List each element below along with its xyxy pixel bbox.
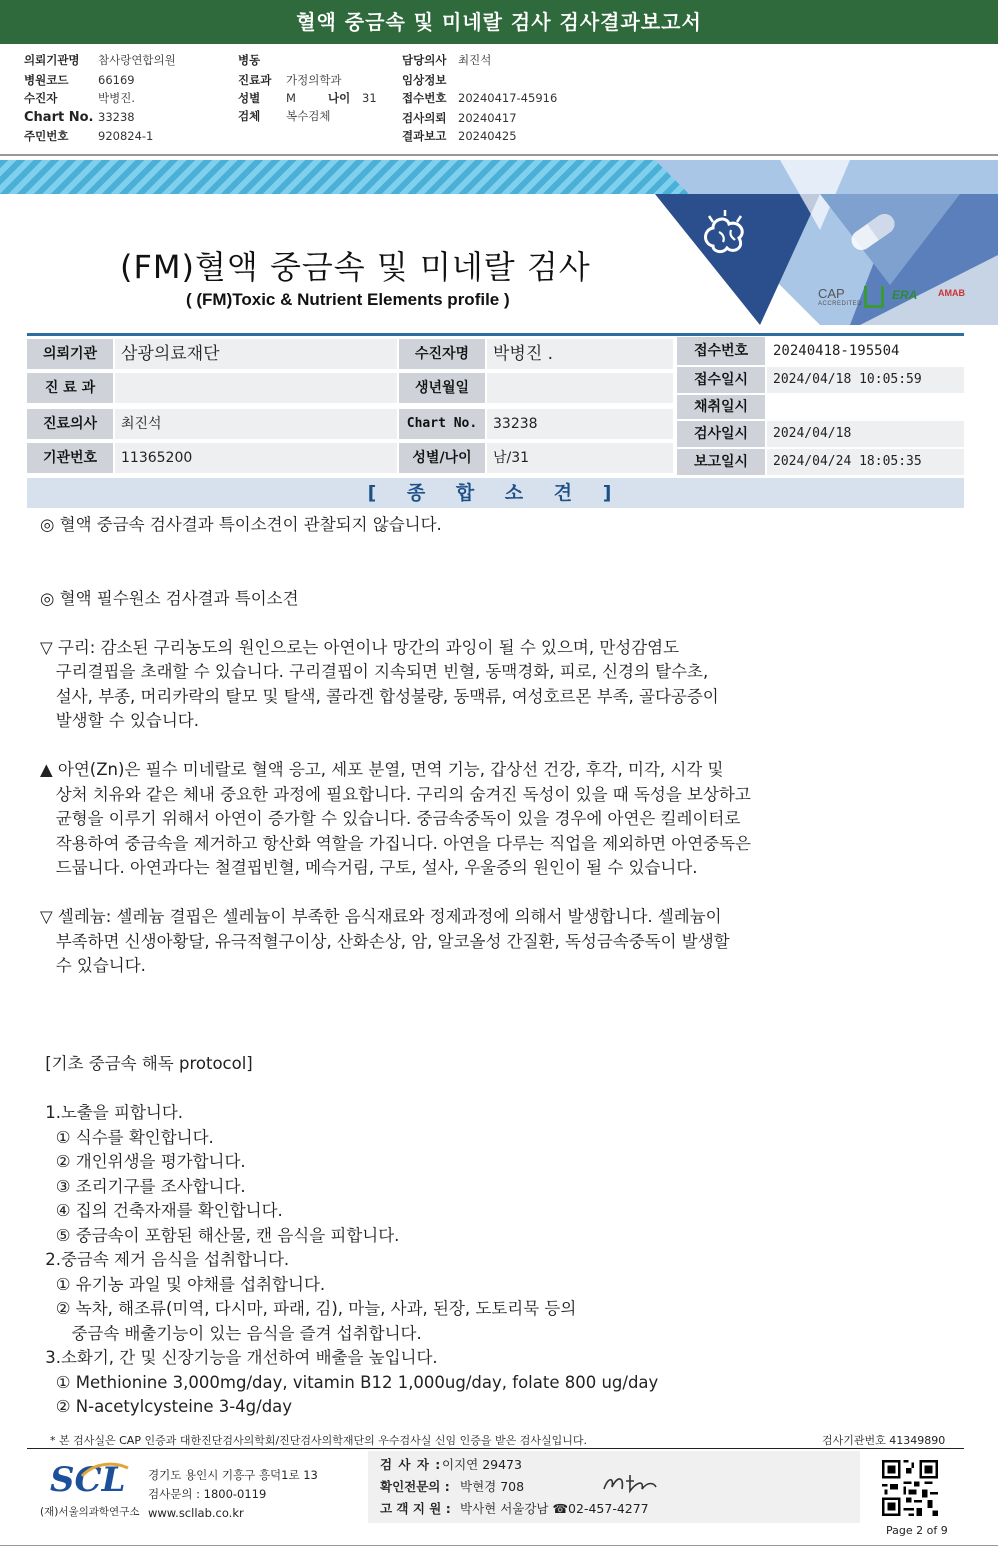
info-receipt: 접수번호 20240417-45916 bbox=[402, 91, 558, 105]
summary-line: ▽ 셀레늄: 셀레늄 결핍은 셀레늄이 부족한 음식재료와 정제과정에 의해서 발생합니다. 셀레늄이 bbox=[40, 907, 722, 926]
label-doctor: 진료의사 bbox=[27, 409, 113, 439]
label-patient: 수진자명 bbox=[399, 339, 485, 369]
value-receipt-no: 20240418-195504 bbox=[767, 337, 964, 365]
info-specimen: 검체 복수검체 bbox=[238, 109, 331, 123]
summary-line: 2.중금속 제거 음식을 섭취합니다. bbox=[40, 1250, 290, 1269]
label-receipt-dt: 접수일시 bbox=[677, 367, 765, 393]
summary-line: 수 있습니다. bbox=[40, 956, 146, 975]
value-collect bbox=[767, 395, 964, 419]
summary-line bbox=[40, 1077, 940, 1102]
report-info-block bbox=[0, 44, 998, 156]
doctor-signature bbox=[600, 1471, 660, 1497]
summary-line: ◎ 혈액 중금속 검사결과 특이소견이 관찰되지 않습니다. bbox=[40, 515, 442, 534]
summary-line bbox=[40, 611, 940, 636]
info-request: 검사의뢰 20240417 bbox=[402, 111, 517, 125]
summary-line bbox=[40, 734, 940, 759]
summary-line: 상처 치유와 같은 체내 중요한 과정에 필요합니다. 구리의 숨겨진 독성이 있을 때 독성을 보상하고 bbox=[40, 784, 751, 804]
support-row: 고 객 지 원 : 박사현 서울강남 ☎02-457-4277 bbox=[380, 1501, 649, 1516]
label-report-dt: 보고일시 bbox=[677, 449, 765, 475]
summary-line bbox=[40, 979, 940, 1004]
info-doctor: 담당의사 최진석 bbox=[402, 53, 492, 67]
summary-line: 구리결핍을 초래할 수 있습니다. 구리결핍이 지속되면 빈혈, 동맥경화, 피로, 신경의 탈수초, bbox=[40, 662, 709, 681]
info-patient: 수진자 박병진. bbox=[24, 91, 135, 105]
info-chart: Chart No. 33238 bbox=[24, 110, 135, 125]
qr-code-icon bbox=[882, 1460, 938, 1516]
lab-address: 경기도 용인시 기흥구 흥덕1로 13 bbox=[148, 1468, 318, 1482]
info-age: 나이 31 bbox=[328, 91, 377, 105]
info-resident: 주민번호 920824-1 bbox=[24, 129, 154, 143]
value-report-dt: 2024/04/24 18:05:35 bbox=[767, 449, 964, 475]
value-test-dt: 2024/04/18 bbox=[767, 421, 964, 447]
value-chart: 33238 bbox=[487, 409, 673, 439]
label-test-dt: 검사일시 bbox=[677, 421, 765, 447]
signature-box bbox=[368, 1451, 860, 1523]
value-dept bbox=[115, 373, 397, 403]
label-birth: 생년월일 bbox=[399, 373, 485, 403]
label-collect: 채취일시 bbox=[677, 395, 765, 419]
summary-line: ② N-acetylcysteine 3-4g/day bbox=[40, 1397, 293, 1416]
brain-icon bbox=[695, 208, 755, 268]
tester-row: 검 사 자 :이지연 29473 bbox=[380, 1457, 522, 1472]
value-receipt-dt: 2024/04/18 10:05:59 bbox=[767, 367, 964, 393]
summary-line bbox=[40, 1003, 940, 1028]
summary-line bbox=[40, 881, 940, 906]
info-sex: 성별 M bbox=[238, 91, 296, 105]
value-sexage: 남/31 bbox=[487, 443, 673, 473]
summary-line: ① 식수를 확인합니다. bbox=[40, 1127, 214, 1147]
scl-swoosh-icon bbox=[80, 1460, 130, 1480]
summary-line: ② 개인위생을 평가합니다. bbox=[40, 1152, 246, 1171]
label-inst-no: 기관번호 bbox=[27, 443, 113, 473]
summary-line: ① Methionine 3,000mg/day, vitamin B12 1,000ug/day, folate 800 ug/day bbox=[40, 1372, 659, 1392]
page-number: Page 2 of 9 bbox=[886, 1524, 948, 1537]
capsule-icon bbox=[845, 208, 901, 256]
label-receipt-no: 접수번호 bbox=[677, 337, 765, 365]
scl-logo: SCL bbox=[50, 1460, 126, 1500]
summary-line bbox=[40, 562, 940, 587]
summary-line: ▽ 구리: 감소된 구리농도의 원인으로는 아연이나 망간의 과잉이 될 수 있으며, 만성감염도 bbox=[40, 637, 680, 657]
value-inst-no: 11365200 bbox=[115, 443, 397, 473]
label-chart: Chart No. bbox=[399, 409, 485, 439]
lm-logo bbox=[864, 286, 884, 308]
summary-line: 중금속 배출기능이 있는 음식을 즐겨 섭취합니다. bbox=[40, 1323, 422, 1343]
label-sexage: 성별/나이 bbox=[399, 443, 485, 473]
institution-id: 검사기관번호 41349890 bbox=[822, 1434, 946, 1447]
era-logo: ERA bbox=[892, 288, 918, 302]
info-clinical: 임상정보 bbox=[402, 73, 447, 87]
summary-line: ② 녹차, 해조류(미역, 다시마, 파래, 김), 마늘, 사과, 된장, 도토리묵 등의 bbox=[40, 1299, 577, 1318]
lab-phone: 검사문의 : 1800-0119 bbox=[148, 1487, 267, 1501]
amab-logo: AMAB bbox=[938, 288, 965, 298]
lab-name: (재)서울의과학연구소 bbox=[40, 1506, 140, 1518]
value-patient: 박병진 . bbox=[487, 339, 673, 369]
summary-line: 드뭅니다. 아연과다는 철결핍빈혈, 메슥거림, 구토, 설사, 우울증의 원인이 될 수 있습니다. bbox=[40, 858, 698, 877]
summary-line: 부족하면 신생아황달, 유극적혈구이상, 산화손상, 암, 알코올성 간질환, 독성금속중독이 발생할 bbox=[40, 931, 730, 951]
info-ward: 병동 bbox=[238, 53, 261, 67]
label-dept: 진 료 과 bbox=[27, 373, 113, 403]
summary-line bbox=[40, 538, 940, 563]
info-req-inst: 의뢰기관명 참사랑연합의원 bbox=[24, 53, 176, 67]
info-report: 결과보고 20240425 bbox=[402, 129, 517, 143]
report-title: 혈액 중금속 및 미네랄 검사 검사결과보고서 bbox=[0, 0, 998, 44]
cap-logo: CAP ACCREDITED bbox=[818, 286, 863, 307]
summary-line: ▲ 아연(Zn)은 필수 미네랄로 혈액 응고, 세포 분열, 면역 기능, 갑상선 건강, 후각, 미각, 시각 및 bbox=[40, 760, 724, 779]
summary-line: ⑤ 중금속이 포함된 해산물, 캔 음식을 피합니다. bbox=[40, 1225, 400, 1245]
summary-line: 3.소화기, 간 및 신장기능을 개선하여 배출을 높입니다. bbox=[40, 1348, 438, 1367]
summary-body bbox=[40, 513, 940, 1420]
test-title: (FM)혈액 중금속 및 미네랄 검사 bbox=[120, 248, 591, 286]
summary-line: ④ 집의 건축자재를 확인합니다. bbox=[40, 1201, 283, 1220]
info-hosp-code: 병원코드 66169 bbox=[24, 73, 135, 87]
summary-line: 1.노출을 피합니다. bbox=[40, 1103, 184, 1122]
test-subtitle: ( (FM)Toxic & Nutrient Elements profile ) bbox=[186, 290, 510, 309]
info-dept: 진료과 가정의학과 bbox=[238, 73, 342, 87]
summary-line: [기초 중금속 해독 protocol] bbox=[40, 1054, 253, 1073]
summary-line: ① 유기농 과일 및 야채를 섭취합니다. bbox=[40, 1274, 326, 1294]
summary-line: ③ 조리기구를 조사합니다. bbox=[40, 1176, 246, 1196]
confirm-row: 확인전문의 : 박현경 708 bbox=[380, 1479, 525, 1494]
label-req-inst: 의뢰기관 bbox=[27, 339, 113, 369]
summary-line: 균형을 이루기 위해서 아연이 증가할 수 있습니다. 중금속중독이 있을 경우에 아연은 킬레이터로 bbox=[40, 809, 741, 828]
lab-contact bbox=[148, 1466, 318, 1523]
value-doctor: 최진석 bbox=[115, 409, 397, 439]
summary-line: ◎ 혈액 필수원소 검사결과 특이소견 bbox=[40, 588, 299, 608]
lab-website[interactable]: www.scllab.co.kr bbox=[148, 1506, 244, 1520]
summary-line: 발생할 수 있습니다. bbox=[40, 711, 199, 730]
summary-title: [ 종 합 소 견 ] bbox=[27, 478, 964, 508]
summary-line bbox=[40, 1028, 940, 1053]
value-birth bbox=[487, 373, 673, 403]
summary-line: 작용하여 중금속을 제거하고 항산화 역할을 가집니다. 아연을 다루는 직업을 제외하면 아연중독은 bbox=[40, 833, 751, 853]
certification-note: * 본 검사실은 CAP 인증과 대한진단검사의학회/진단검사의학재단의 우수검사실 신임 인증을 받은 검사실입니다. bbox=[50, 1434, 588, 1447]
value-req-inst: 삼광의료재단 bbox=[115, 339, 397, 369]
summary-line: 설사, 부종, 머리카락의 탈모 및 탈색, 콜라겐 합성불량, 동맥류, 여성호르몬 부족, 골다공증이 bbox=[40, 686, 719, 706]
